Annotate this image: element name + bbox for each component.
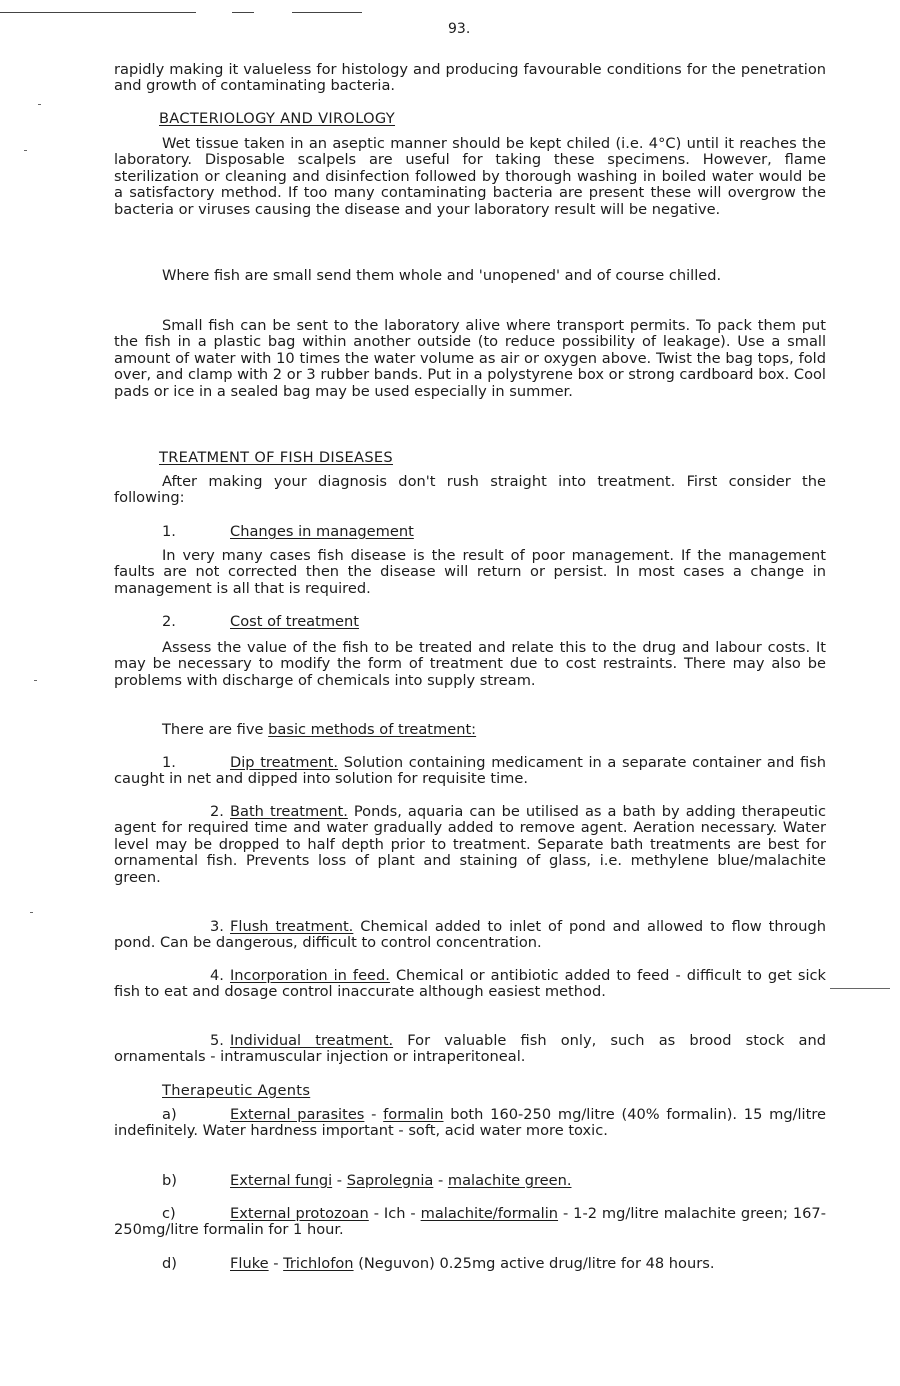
scan-speck (30, 912, 33, 913)
agent-part: - (332, 1172, 347, 1189)
agent-part: External fungi (230, 1172, 333, 1189)
consideration-number: 1. (162, 523, 176, 540)
agent-part: Trichlofon (283, 1255, 354, 1272)
method-text: Chemical added to inlet of pond and allowed to flow through pond. Can be dangerous, difficult to control concentration. (114, 918, 826, 952)
agent-part: - (433, 1172, 448, 1189)
agent-part: - 1-2 mg/litre malachite green; 167-250mg/litre formalin for 1 hour. (114, 1205, 826, 1239)
method-text: Solution containing medicament in a separate container and fish caught in net and dipped into solution for requisite time. (114, 754, 827, 788)
method-text: For valuable fish only, such as brood stock and ornamentals - intramuscular injection or intraperitoneal. (114, 1032, 827, 1066)
bacteriology-paragraph: Wet tissue taken in an aseptic manner should be kept chiled (i.e. 4°C) until it reaches the laboratory. Disposable scalpels are useful for taking these specimens. However, flame sterilization or cleaning and disinfection followed by thorough washing in boiled water would be a satisfactory method. If too many contaminating bacteria are present these will overgrow the bacteria or viruses causing the disease and your laboratory result will be negative. (114, 135, 826, 218)
method-text: Chemical or antibiotic added to feed - difficult to get sick fish to eat and dosage control inaccurate although easiest method. (114, 967, 826, 1001)
agent-part: Saprolegnia (346, 1172, 434, 1189)
agent-part: - (364, 1106, 384, 1123)
methods-lead-text: There are five (162, 721, 269, 738)
method-number: 5. (210, 1032, 224, 1049)
agents-heading-text: Therapeutic Agents (162, 1082, 311, 1099)
method-number: 4. (210, 967, 224, 984)
methods-lead (114, 722, 826, 738)
method-item (114, 1033, 826, 1066)
agent-label: c) (162, 1205, 176, 1222)
agent-part: External protozoan (230, 1205, 369, 1222)
method-number: 1. (162, 754, 176, 771)
agent-part: - (268, 1255, 284, 1272)
bacteriology-heading-text: BACTERIOLOGY AND VIROLOGY (159, 110, 396, 127)
agents-heading (162, 1083, 310, 1099)
consideration-title-row (114, 524, 826, 540)
method-number: 2. (210, 803, 224, 820)
agent-part: External parasites (230, 1106, 365, 1123)
top-rule-mid (232, 12, 254, 13)
top-rule-left (0, 12, 196, 13)
method-title: Individual treatment. (230, 1032, 394, 1049)
consideration-title: Cost of treatment (230, 613, 359, 630)
scan-speck (24, 150, 27, 151)
method-title: Dip treatment. (230, 754, 339, 771)
method-number: 3. (210, 918, 224, 935)
agent-part: malachite green. (447, 1172, 572, 1189)
method-item (114, 755, 826, 788)
consideration-text: In very many cases fish disease is the result of poor management. If the management faults are not corrected then the disease will return or persist. In most cases a change in management is all that is required. (114, 547, 826, 597)
bacteriology-paragraph: Small fish can be sent to the laboratory alive where transport permits. To pack them put the fish in a plastic bag within another outside (to reduce possibility of leakage). Use a small amount of water with 10 times the water volume as air or oxygen above. Twist the bag tops, fold over, and clamp with 2 or 3 rubber bands. Put in a polystyrene box or strong cardboard box. Cool pads or ice in a sealed bag may be used especially in summer. (114, 317, 826, 400)
agent-part: (Neguvon) 0.25mg active drug/litre for 48 hours. (353, 1255, 715, 1272)
method-item (114, 968, 826, 1001)
agent-part: - Ich - (368, 1205, 421, 1222)
method-text: Ponds, aquaria can be utilised as a bath by adding therapeutic agent for required time and water gradually added to remove agent. Aeration necessary. Water level may be dropped to half depth prior to treatment. Separate bath treatments are best for ornamental fish. Prevents loss of plant and staining of glass, i.e. methylene blue/malachite green. (114, 803, 826, 886)
method-item (114, 919, 826, 952)
agent-item (114, 1206, 826, 1239)
treatment-intro: After making your diagnosis don't rush straight into treatment. First consider the following: (114, 473, 826, 507)
agent-part: malachite/formalin (420, 1205, 559, 1222)
consideration-title-row (114, 614, 826, 630)
intro-paragraph: rapidly making it valueless for histology and producing favourable conditions for the penetration and growth of contaminating bacteria. (114, 61, 826, 95)
agent-label: d) (162, 1255, 177, 1272)
scan-speck (830, 988, 890, 989)
method-title: Bath treatment. (230, 803, 348, 820)
treatment-heading (159, 450, 393, 466)
treatment-heading-text: TREATMENT OF FISH DISEASES (159, 449, 393, 466)
agent-label: b) (162, 1172, 177, 1189)
method-item (114, 804, 826, 886)
method-title: Incorporation in feed. (230, 967, 390, 984)
scan-speck (38, 104, 41, 105)
page-number: 93. (448, 21, 471, 37)
agent-label: a) (162, 1106, 177, 1123)
agent-item (114, 1173, 826, 1189)
agent-item (114, 1107, 826, 1140)
bacteriology-paragraph: Where fish are small send them whole and 'unopened' and of course chilled. (162, 267, 722, 284)
method-title: Flush treatment. (230, 918, 354, 935)
bacteriology-heading (159, 111, 395, 127)
scan-speck (34, 680, 37, 681)
consideration-title: Changes in management (230, 523, 414, 540)
methods-lead-underlined: basic methods of treatment: (268, 721, 477, 738)
agent-item (114, 1256, 826, 1272)
agent-part: formalin (383, 1106, 444, 1123)
consideration-text: Assess the value of the fish to be treated and relate this to the drug and labour costs. It may be necessary to modify the form of treatment due to cost restraints. There may also be problems with discharge of chemicals into supply stream. (114, 639, 826, 689)
consideration-number: 2. (162, 613, 176, 630)
top-rule-right (292, 12, 362, 13)
agent-part: both 160-250 mg/litre (40% formalin). 15 mg/litre indefinitely. Water hardness important - soft, acid water more toxic. (114, 1106, 826, 1140)
agent-part: Fluke (230, 1255, 269, 1272)
